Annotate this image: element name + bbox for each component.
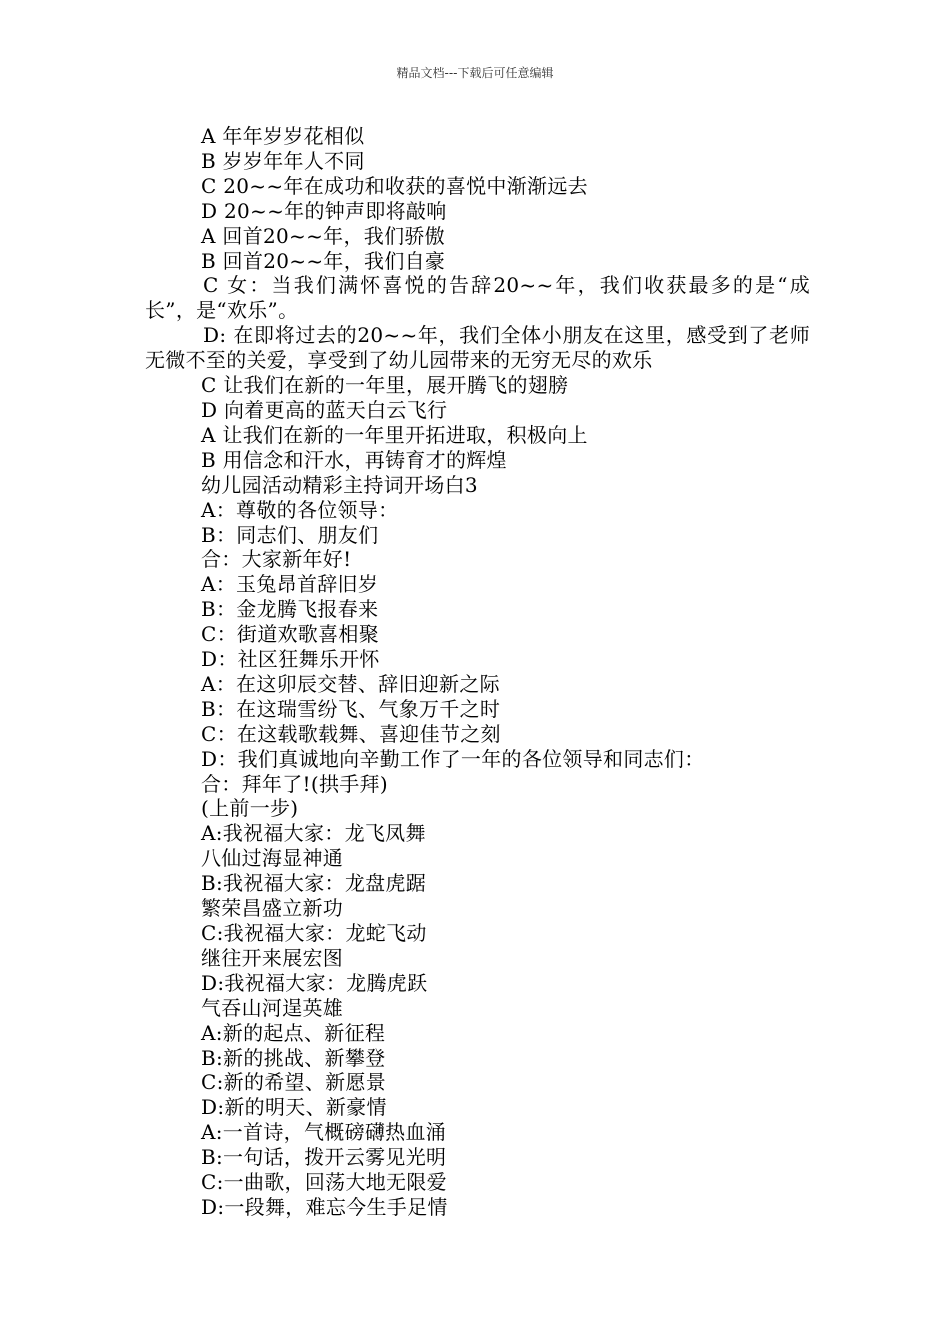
text-line: B：在这瑞雪纷飞、气象万千之时	[201, 696, 501, 721]
text-line: D:新的明天、新豪情	[201, 1095, 387, 1120]
text-line: A:新的起点、新征程	[201, 1020, 386, 1045]
text-line: B：金龙腾飞报春来	[201, 597, 379, 622]
text-line: C:新的希望、新愿景	[201, 1070, 387, 1095]
text-line: D 20~~年的钟声即将敲响	[201, 198, 447, 223]
text-line: 八仙过海显神通	[201, 846, 344, 871]
text-line: 繁荣昌盛立新功	[201, 896, 344, 921]
text-line: A：在这卯辰交替、辞旧迎新之际	[201, 671, 500, 696]
document-body	[145, 124, 810, 1220]
text-line: D：我们真诚地向辛勤工作了一年的各位领导和同志们：	[201, 746, 705, 771]
text-line: B 用信念和汗水，再铸育才的辉煌	[201, 447, 507, 472]
text-line: C:我祝福大家：龙蛇飞动	[201, 921, 427, 945]
text-line: B 回首20~~年，我们自豪	[201, 248, 446, 273]
text-line: B:新的挑战、新攀登	[201, 1045, 386, 1070]
text-line: A：玉兔昂首辞旧岁	[201, 572, 379, 597]
text-line: 气吞山河逞英雄	[201, 995, 344, 1020]
text-line: A:一首诗，气概磅礴热血涌	[201, 1120, 447, 1145]
text-line: D：社区狂舞乐开怀	[201, 647, 380, 672]
text-line: C 让我们在新的一年里，展开腾飞的翅膀	[201, 373, 569, 398]
text-line: 幼儿园活动精彩主持词开场白3	[201, 472, 478, 497]
text-line: B:我祝福大家：龙盘虎踞	[201, 871, 427, 896]
paragraph: C 女：当我们满怀喜悦的告辞20~~年，我们收获最多的是“成长”，是“欢乐”。	[145, 273, 810, 323]
text-line: B 岁岁年年人不同	[201, 148, 365, 173]
text-line: A 年年岁岁花相似	[201, 124, 365, 148]
text-line: C：在这载歌载舞、喜迎佳节之刻	[201, 721, 501, 746]
paragraph: D: 在即将过去的20~~年，我们全体小朋友在这里，感受到了老师无微不至的关爱，享受到了幼儿园带来的无穷无尽的欢乐	[145, 323, 810, 373]
text-line: 继往开来展宏图	[201, 945, 344, 970]
text-line: A:我祝福大家：龙飞凤舞	[201, 821, 426, 846]
text-line: D 向着更高的蓝天白云飞行	[201, 397, 448, 422]
text-line: (上前一步)	[201, 796, 299, 821]
text-line: A 回首20~~年，我们骄傲	[201, 223, 445, 248]
text-line: C:一曲歌，回荡大地无限爱	[201, 1170, 447, 1195]
text-line: A 让我们在新的一年里开拓进取，积极向上	[201, 422, 588, 447]
page-header: 精品文档---下载后可任意编辑	[396, 66, 554, 80]
text-line: C：街道欢歌喜相聚	[201, 622, 380, 647]
text-line: 合：大家新年好!	[201, 547, 352, 572]
text-line: A：尊敬的各位领导：	[201, 497, 399, 522]
text-line: B：同志们、朋友们	[201, 522, 379, 547]
text-line: D:一段舞，难忘今生手足情	[201, 1194, 448, 1219]
text-line: 合：拜年了!(拱手拜)	[201, 771, 388, 796]
text-line: B:一句话，拨开云雾见光明	[201, 1145, 447, 1170]
text-line: C 20~~年在成功和收获的喜悦中渐渐远去	[201, 173, 588, 198]
text-line: D:我祝福大家：龙腾虎跃	[201, 970, 428, 995]
